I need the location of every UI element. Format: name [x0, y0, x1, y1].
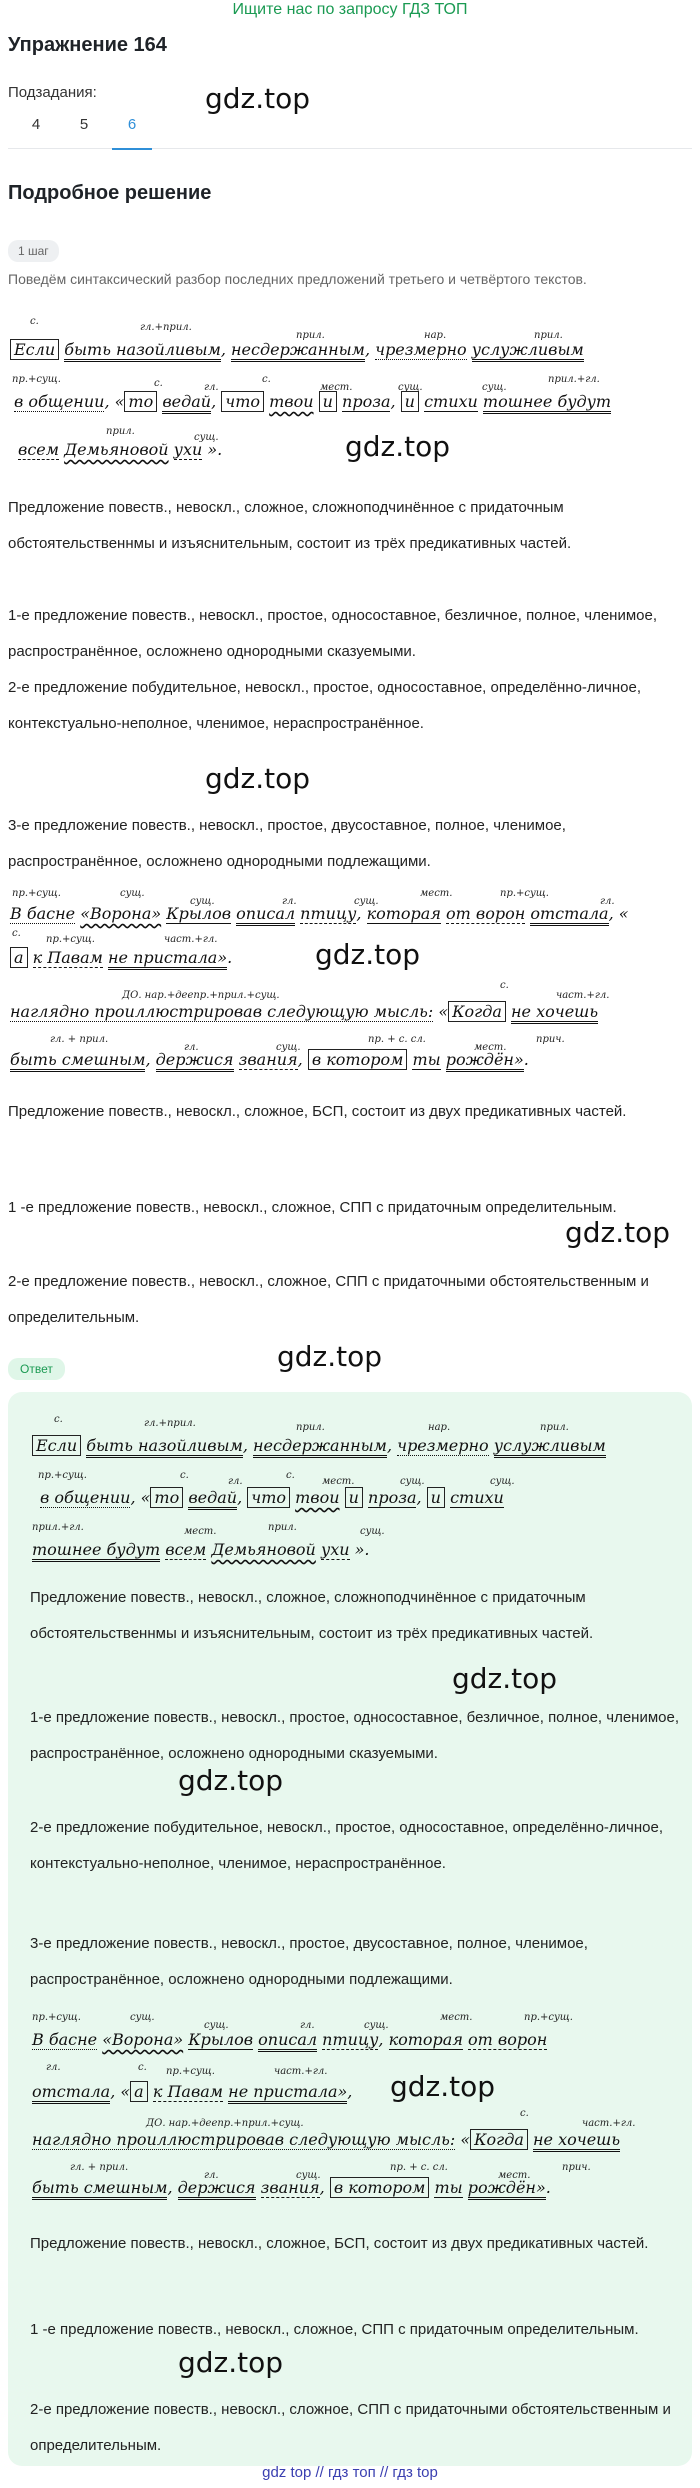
anno: с.	[54, 1414, 63, 1425]
analysis-paragraph: 2-е предложение повеств., невоскл., сложное, СПП с придаточными обстоятельственным и определительным.	[8, 1273, 649, 1326]
watermark: gdz.top	[178, 2346, 284, 2379]
parse-line: В басне «Ворона» Крылов описал птицу, которая от ворон отстала, «	[10, 904, 629, 923]
subject-word: ты	[412, 1050, 441, 1069]
answer-paragraph: 1 -е предложение повеств., невоскл., сложное, СПП с придаточным определительным.	[30, 2321, 639, 2338]
predicate-word: услужливым	[494, 1436, 606, 1458]
predicate-word: быть смешным	[10, 1050, 145, 1072]
section-title: Подробное решение	[8, 182, 212, 204]
anno: сущ.	[120, 888, 145, 899]
attribute-word: твои	[295, 1488, 340, 1507]
anno: мест.	[498, 2170, 531, 2181]
anno: сущ.	[398, 382, 423, 393]
subtask-tab-4[interactable]: 4	[31, 116, 41, 133]
anno: пр.+сущ.	[46, 934, 95, 945]
anno: прил.	[106, 426, 135, 437]
parse-line: в общении, « то ведай, что твои и проза, и стихи	[40, 1488, 504, 1507]
intro-text: Поведём синтаксический разбор последних предложений третьего и четвёртого текстов.	[8, 271, 587, 287]
anno: част.+гл.	[556, 990, 610, 1001]
anno: с.	[12, 928, 21, 939]
subtasks-label: Подзадания:	[8, 84, 97, 101]
anno: гл. + прил.	[70, 2162, 129, 2173]
anno: гл.+прил.	[144, 1418, 196, 1429]
predicate-word: держися	[156, 1050, 234, 1072]
anno: ДО. нар.+деепр.+прил.+сущ.	[122, 990, 280, 1001]
predicate-word: не хочешь	[511, 1002, 598, 1024]
predicate-word: быть назойливым	[64, 340, 221, 362]
anno: гл.	[228, 1476, 243, 1487]
predicate-word: не пристала»	[108, 948, 227, 970]
object-word: птицу	[322, 2030, 379, 2049]
parse-line: наглядно проиллюстрировав следующую мысль: « Когда не хочешь	[32, 2130, 620, 2149]
conjunction-box: и	[427, 1487, 445, 1508]
adverbial-word: В басне	[32, 2030, 98, 2049]
object-word: звания	[260, 2178, 320, 2197]
parse-line: В басне «Ворона» Крылов описал птицу, которая от ворон	[32, 2030, 547, 2049]
predicate-word: не хочешь	[533, 2130, 620, 2152]
anno: пр.+сущ.	[524, 2012, 573, 2023]
parse-line: в общении, « то ведай, что твои и проза, и стихи тошнее будут	[14, 392, 611, 411]
subject-word: стихи	[424, 392, 478, 411]
watermark: gdz.top	[452, 1662, 558, 1695]
analysis-paragraph: Предложение повеств., невоскл., сложное, сложноподчинённое с придаточным обстоятельственнмы и изъяснительным, состоит из трёх предикативных частей.	[8, 499, 572, 552]
anno: сущ.	[400, 1476, 425, 1487]
anno: сущ.	[204, 2020, 229, 2031]
subject-word: проза	[368, 1488, 417, 1507]
answer-badge: Ответ	[8, 1358, 65, 1380]
predicate-word: несдержанным	[253, 1436, 387, 1458]
conjunction-box: а	[130, 2081, 148, 2102]
subject-word: Крылов	[166, 904, 232, 923]
anno: с.	[520, 2108, 529, 2119]
anno: мест.	[322, 1476, 355, 1487]
predicate-word: держися	[178, 2178, 256, 2200]
watermark: gdz.top	[565, 1216, 671, 1249]
conjunction-box: что	[247, 1487, 290, 1508]
anno: ДО. нар.+деепр.+прил.+сущ.	[146, 2118, 304, 2129]
predicate-word: ведай	[162, 392, 211, 414]
predicate-word: быть назойливым	[86, 1436, 243, 1458]
anno: гл.	[600, 896, 615, 907]
anno: нар.	[424, 330, 447, 341]
anno: прил.	[296, 330, 325, 341]
anno: пр.+сущ.	[500, 888, 549, 899]
conjunction-box: Когда	[448, 1001, 506, 1022]
anno: сущ.	[490, 1476, 515, 1487]
anno: гл.	[184, 1042, 199, 1053]
anno: прил.	[268, 1522, 297, 1533]
object-word: от ворон	[446, 904, 526, 923]
anno: прич.	[536, 1034, 565, 1045]
analysis-paragraph: 3-е предложение повеств., невоскл., простое, двусоставное, полное, членимое, распространённое, осложнено однородными подлежащими.	[8, 817, 566, 870]
answer-paragraph: 2-е предложение повеств., невоскл., сложное, СПП с придаточными обстоятельственным и определительным.	[30, 2401, 671, 2454]
attribute-word: «Ворона»	[102, 2030, 184, 2049]
predicate-word: несдержанным	[231, 340, 365, 362]
watermark: gdz.top	[315, 938, 421, 971]
watermark: gdz.top	[345, 430, 451, 463]
parse-line: всем Демьяновой ухи ».	[18, 440, 223, 459]
anno: с.	[500, 980, 509, 991]
predicate-word: тошнее будут	[483, 392, 611, 414]
anno: прил.+гл.	[32, 1522, 84, 1533]
answer-paragraph: 3-е предложение повеств., невоскл., простое, двусоставное, полное, членимое, распространённое, осложнено однородными подлежащими.	[30, 1935, 588, 1988]
anno: гл.	[204, 2170, 219, 2181]
analysis-paragraph: 2-е предложение побудительное, невоскл., простое, односоставное, определённо-личное, контекстуально-неполное, членимое, нераспространённое.	[8, 679, 641, 732]
attribute-word: «Ворона»	[80, 904, 162, 923]
attribute-word: Демьяновой	[64, 440, 169, 459]
subject-word: которая	[366, 904, 441, 923]
attribute-word: твои	[269, 392, 314, 411]
anno: сущ.	[364, 2020, 389, 2031]
subject-word: ты	[434, 2178, 463, 2197]
answer-paragraph: Предложение повеств., невоскл., сложное, БСП, состоит из двух предикативных частей.	[30, 2235, 649, 2252]
conjunction-box: в котором	[308, 1049, 408, 1070]
answer-paragraph: 1-е предложение повеств., невоскл., простое, односоставное, безличное, полное, членимое, распространённое, осложнено однородными сказуемыми.	[30, 1709, 679, 1762]
watermark: gdz.top	[178, 1764, 284, 1797]
conjunction-box: Если	[32, 1435, 81, 1456]
predicate-word: отстала	[530, 904, 608, 926]
predicate-word: рождён»	[446, 1050, 524, 1072]
anno: с.	[262, 374, 271, 385]
conjunction-box: и	[319, 391, 337, 412]
answer-paragraph: 2-е предложение побудительное, невоскл., простое, односоставное, определённо-личное, контекстуально-неполное, членимое, нераспространённое.	[30, 1819, 663, 1872]
watermark: gdz.top	[205, 82, 311, 115]
adverbial-word: чрезмерно	[375, 340, 467, 359]
object-word: ухи	[173, 440, 203, 459]
object-word: к Павам	[152, 2082, 224, 2101]
anno: с.	[286, 1470, 295, 1481]
anno: прил.	[534, 330, 563, 341]
object-word: звания	[238, 1050, 298, 1069]
predicate-word: не пристала»	[228, 2082, 347, 2104]
subject-word: стихи	[450, 1488, 504, 1507]
parse-line: отстала, « а к Павам не пристала»,	[32, 2082, 352, 2101]
adverbial-word: наглядно проиллюстрировав следующую мысль:	[32, 2130, 456, 2149]
anno: с.	[154, 378, 163, 389]
conjunction-box: Когда	[470, 2129, 528, 2150]
anno: сущ.	[194, 432, 219, 443]
anno: прил.	[296, 1422, 325, 1433]
conjunction-box: в котором	[330, 2177, 430, 2198]
parse-line: быть смешным, держися звания, в котором ты рождён».	[10, 1050, 529, 1069]
anno: прич.	[562, 2162, 591, 2173]
object-word: всем	[165, 1540, 207, 1559]
subject-word: Крылов	[188, 2030, 254, 2049]
parse-line: а к Павам не пристала».	[10, 948, 232, 967]
anno: пр.+сущ.	[38, 1470, 87, 1481]
predicate-word: рождён»	[468, 2178, 546, 2200]
word-box: то	[150, 1487, 183, 1508]
attribute-word: Демьяновой	[211, 1540, 316, 1559]
anno: с.	[180, 1470, 189, 1481]
parse-line: наглядно проиллюстрировав следующую мысль: « Когда не хочешь	[10, 1002, 598, 1021]
adverbial-word: в общении	[40, 1488, 131, 1507]
parse-line: тошнее будут всем Демьяновой ухи ».	[32, 1540, 370, 1559]
anno: гл.	[204, 382, 219, 393]
object-word: к Павам	[32, 948, 103, 967]
anno: пр. + с. сл.	[368, 1034, 426, 1045]
anno: прил.	[540, 1422, 569, 1433]
anno: пр.+сущ.	[12, 374, 61, 385]
anno: мест.	[320, 382, 353, 393]
predicate-word: описал	[258, 2030, 317, 2052]
anno: гл.+прил.	[140, 322, 192, 333]
anno: мест.	[474, 1042, 507, 1053]
conjunction-box: и	[345, 1487, 363, 1508]
anno: гл.	[282, 896, 297, 907]
exercise-title: Упражнение 164	[8, 34, 167, 56]
conjunction-box: а	[10, 947, 28, 968]
predicate-word: ведай	[188, 1488, 237, 1510]
answer-paragraph: Предложение повеств., невоскл., сложное, сложноподчинённое с придаточным обстоятельственнмы и изъяснительным, состоит из трёх предикативных частей.	[30, 1589, 594, 1642]
anno: сущ.	[354, 896, 379, 907]
anno: сущ.	[360, 1526, 385, 1537]
object-word: всем	[18, 440, 60, 459]
watermark: gdz.top	[205, 762, 311, 795]
anno: част.+гл.	[164, 934, 218, 945]
object-word: ухи	[320, 1540, 350, 1559]
anno: част.+гл.	[582, 2118, 636, 2129]
anno: сущ.	[190, 896, 215, 907]
analysis-paragraph: 1 -е предложение повеств., невоскл., сложное, СПП с придаточным определительным.	[8, 1199, 617, 1216]
object-word: птицу	[300, 904, 357, 923]
anno: прил.+гл.	[548, 374, 600, 385]
predicate-word: услужливым	[472, 340, 584, 362]
predicate-word: отстала	[32, 2082, 110, 2104]
subtask-tab-6[interactable]: 6	[112, 116, 152, 150]
anno: гл.	[300, 2020, 315, 2031]
anno: пр. + с. сл.	[390, 2162, 448, 2173]
predicate-word: описал	[236, 904, 295, 926]
conjunction-box: Если	[10, 339, 59, 360]
predicate-word: быть смешным	[32, 2178, 167, 2200]
anno: сущ.	[482, 382, 507, 393]
conjunction-box: что	[221, 391, 264, 412]
subject-word: проза	[342, 392, 391, 411]
anno: сущ.	[296, 2170, 321, 2181]
parse-line: Если быть назойливым, несдержанным, чрезмерно услужливым	[32, 1436, 606, 1455]
anno: част.+гл.	[274, 2066, 328, 2077]
predicate-word: тошнее будут	[32, 1540, 160, 1562]
anno: с.	[30, 316, 39, 327]
conjunction-box: и	[401, 391, 419, 412]
object-word: от ворон	[468, 2030, 548, 2049]
anno: нар.	[428, 1422, 451, 1433]
step-badge: 1 шаг	[8, 240, 59, 262]
anno: гл.	[46, 2062, 61, 2073]
parse-line: Если быть назойливым, несдержанным, чрезмерно услужливым	[10, 340, 584, 359]
anno: пр.+сущ.	[166, 2066, 215, 2077]
anno: с.	[138, 2062, 147, 2073]
anno: сущ.	[276, 1042, 301, 1053]
watermark: gdz.top	[390, 2070, 496, 2103]
adverbial-word: в общении	[14, 392, 105, 411]
footer-links[interactable]: gdz top // гдз топ // гдз top	[262, 2464, 438, 2481]
adverbial-word: В басне	[10, 904, 76, 923]
adverbial-word: наглядно проиллюстрировав следующую мысль:	[10, 1002, 434, 1021]
analysis-paragraph: Предложение повеств., невоскл., сложное, БСП, состоит из двух предикативных частей.	[8, 1103, 627, 1120]
adverbial-word: чрезмерно	[397, 1436, 489, 1455]
watermark: gdz.top	[277, 1340, 383, 1373]
anno: пр.+сущ.	[12, 888, 61, 899]
parse-line: быть смешным, держися звания, в котором ты рождён».	[32, 2178, 551, 2197]
analysis-paragraph: 1-е предложение повеств., невоскл., простое, односоставное, безличное, полное, членимое, распространённое, осложнено однородными сказуемыми.	[8, 607, 657, 660]
anno: пр.+сущ.	[32, 2012, 81, 2023]
anno: мест.	[184, 1526, 217, 1537]
subtask-tabs	[8, 108, 692, 149]
anno: гл. + прил.	[50, 1034, 109, 1045]
word-box: то	[124, 391, 157, 412]
anno: мест.	[440, 2012, 473, 2023]
anno: мест.	[420, 888, 453, 899]
top-banner[interactable]: Ищите нас по запросу ГДЗ ТОП	[232, 1, 468, 18]
subject-word: которая	[388, 2030, 463, 2049]
anno: сущ.	[130, 2012, 155, 2023]
subtask-tab-5[interactable]: 5	[79, 116, 89, 133]
